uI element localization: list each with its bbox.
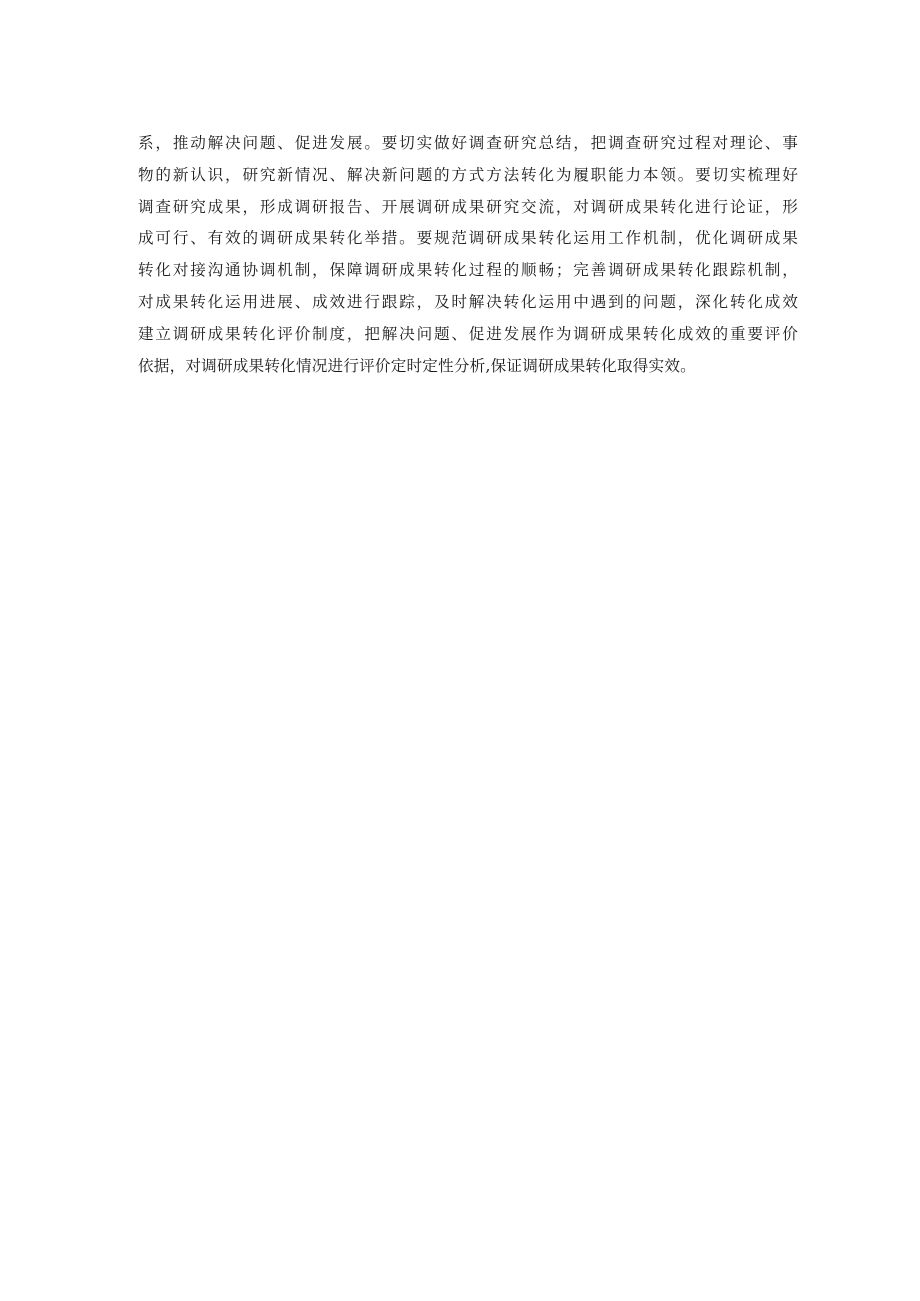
paragraph-line: 依据，对调研成果转化情况进行评价定时定性分析,保证调研成果转化取得实效。 [138,356,696,375]
paragraph-line: 建立调研成果转化评价制度，把解决问题、促进发展作为调研成果转化成效的重要评价 [138,324,798,343]
paragraph-line: 成可行、有效的调研成果转化举措。要规范调研成果转化运用工作机制，优化调研成果 [138,229,798,248]
paragraph-line: 转化对接沟通协调机制，保障调研成果转化过程的顺畅；完善调研成果转化跟踪机制， [138,261,798,280]
paragraph-line: 物的新认识，研究新情况、解决新问题的方式方法转化为履职能力本领。要切实梳理好 [138,165,798,184]
body-paragraph [138,128,798,382]
paragraph-line: 调查研究成果，形成调研报告、开展调研成果研究交流，对调研成果转化进行论证，形 [138,197,798,216]
paragraph-line: 对成果转化运用进展、成效进行跟踪，及时解决转化运用中遇到的问题，深化转化成效 [138,292,798,311]
paragraph-line: 系，推动解决问题、促进发展。要切实做好调查研究总结，把调查研究过程对理论、事 [138,134,798,152]
